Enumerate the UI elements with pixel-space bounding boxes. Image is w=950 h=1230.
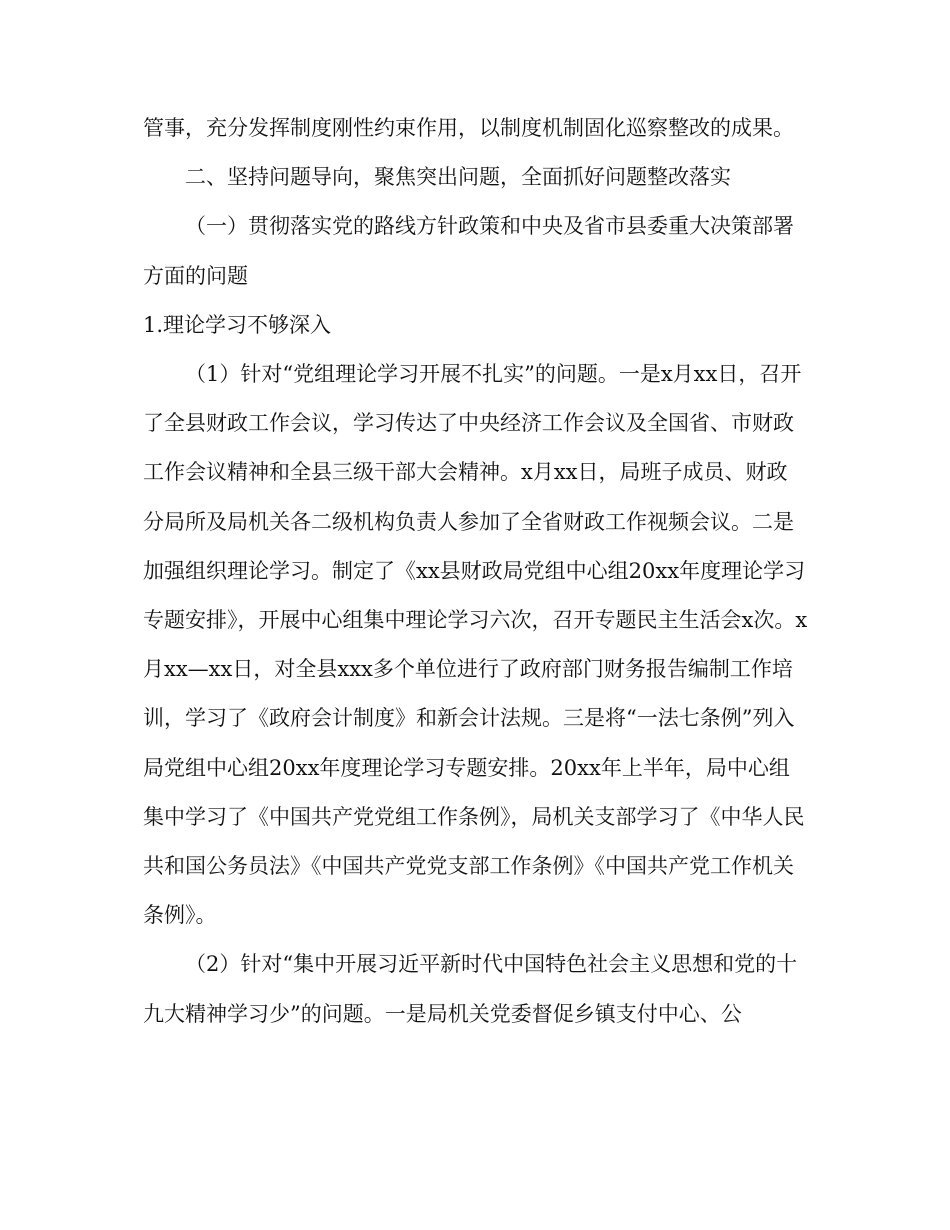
paragraph-item-1: （1）针对“党组理论学习开展不扎实”的问题。一是x月xx日，召开了全县财政工作会议，学习传达了中央经济工作会议及全国省、市财政工作会议精神和全县三级干部大会精神。x月xx日，局班子成员、财政分局所及局机关各二级机构负责人参加了全省财政工作视频会议。二是加强组织理论学习。制定了《xx县财政局党组中心组20xx年度理论学习专题安排》，开展中心组集中理论学习六次，召开专题民主生活会x次。x月xx—xx日，对全县xxx多个单位进行了政府部门财务报告编制工作培训，学习了《政府会计制度》和新会计法规。三是将“一法七条例”列入局党组中心组20xx年度理论学习专题安排。20xx年上半年，局中心组集中学习了《中国共产党党组工作条例》，局机关支部学习了《中华人民共和国公务员法》《中国共产党党支部工作条例》《中国共产党工作机关条例》。 [143,362,808,928]
item-heading-1: 1.理论学习不够深入 [143,312,332,337]
paragraph-item-2: （2）针对“集中开展习近平新时代中国特色社会主义思想和党的十九大精神学习少”的问题。一是局机关党委督促乡镇支付中心、公 [143,952,798,1026]
paragraph-continuation: 管事，充分发挥制度刚性约束作用，以制度机制固化巡察整改的成果。 [143,116,794,140]
section-heading-2: 二、坚持问题导向，聚焦突出问题，全面抓好问题整改落实 [185,165,731,190]
subsection-heading-1: （一）贯彻落实党的路线方针政策和中央及省市县委重大决策部署方面的问题 [143,214,794,288]
document-body [143,104,808,1039]
